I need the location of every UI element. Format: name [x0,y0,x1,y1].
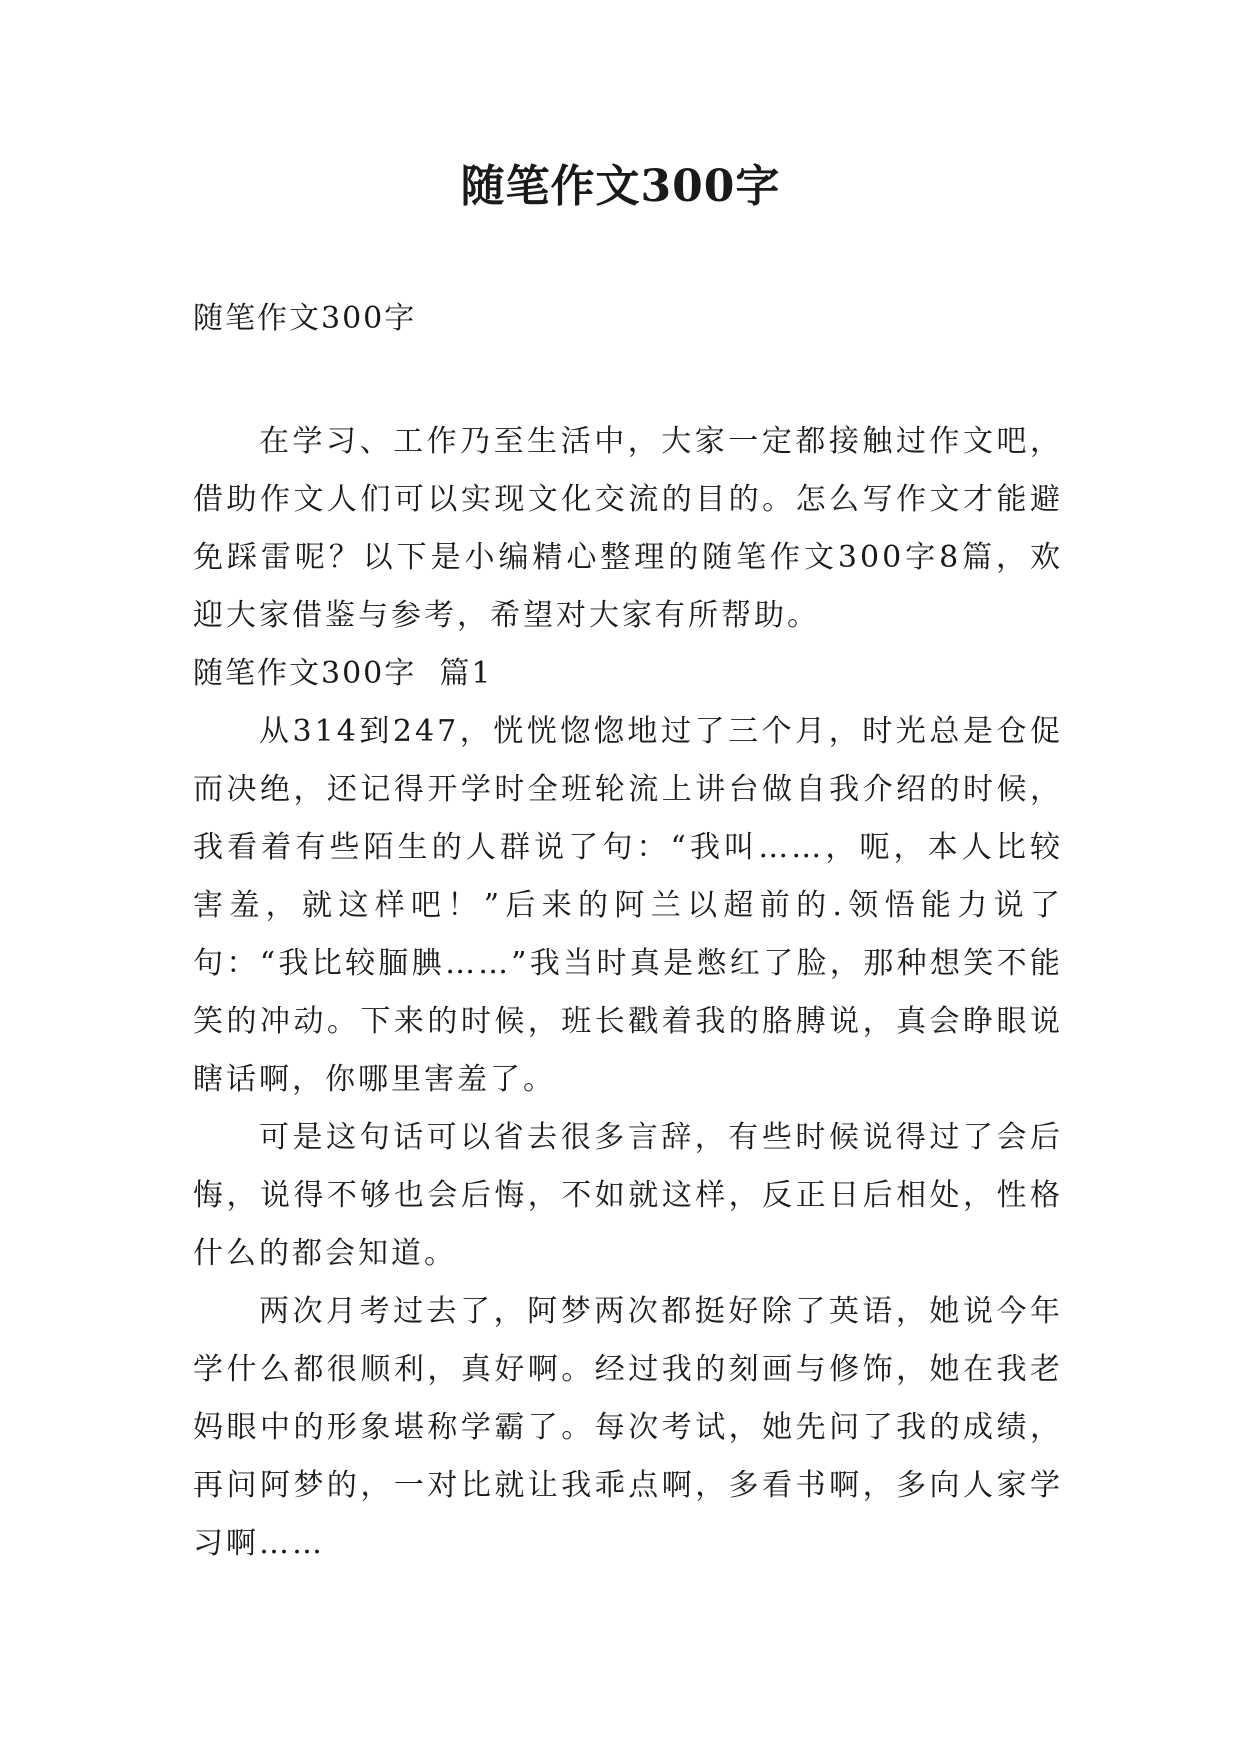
document-title: 随笔作文300字 [460,161,781,212]
body-paragraph-3: 两次月考过去了，阿梦两次都挺好除了英语，她说今年学什么都很顺利，真好啊。经过我的刻画与修饰，她在我老妈眼中的形象堪称学霸了。每次考试，她先问了我的成绩，再问阿梦的，一对比就让我乖点啊，多看书啊，多向人家学习啊…… [193,1294,1063,1561]
body-paragraph-1: 从314到247，恍恍惚惚地过了三个月，时光总是仓促而决绝，还记得开学时全班轮流上讲台做自我介绍的时候，我看着有些陌生的人群说了句：“我叫……，呃，本人比较害羞，就这样吧！”后来的阿兰以超前的.领悟能力说了句：“我比较腼腆……”我当时真是憋红了脸，那种想笑不能笑的冲动。下来的时候，班长戳着我的胳膊说，真会睁眼说瞎话啊，你哪里害羞了。 [193,714,1063,1097]
document-subtitle: 随笔作文300字 [193,301,417,336]
section-heading: 随笔作文300字 篇1 [193,656,493,691]
body-paragraph-2: 可是这句话可以省去很多言辞，有些时候说得过了会后悔，说得不够也会后悔，不如就这样，反正日后相处，性格什么的都会知道。 [193,1120,1063,1271]
document-body [193,290,1063,1573]
intro-paragraph: 在学习、工作乃至生活中，大家一定都接触过作文吧，借助作文人们可以实现文化交流的目的。怎么写作文才能避免踩雷呢？以下是小编精心整理的随笔作文300字8篇，欢迎大家借鉴与参考，希望对大家有所帮助。 [193,424,1063,633]
